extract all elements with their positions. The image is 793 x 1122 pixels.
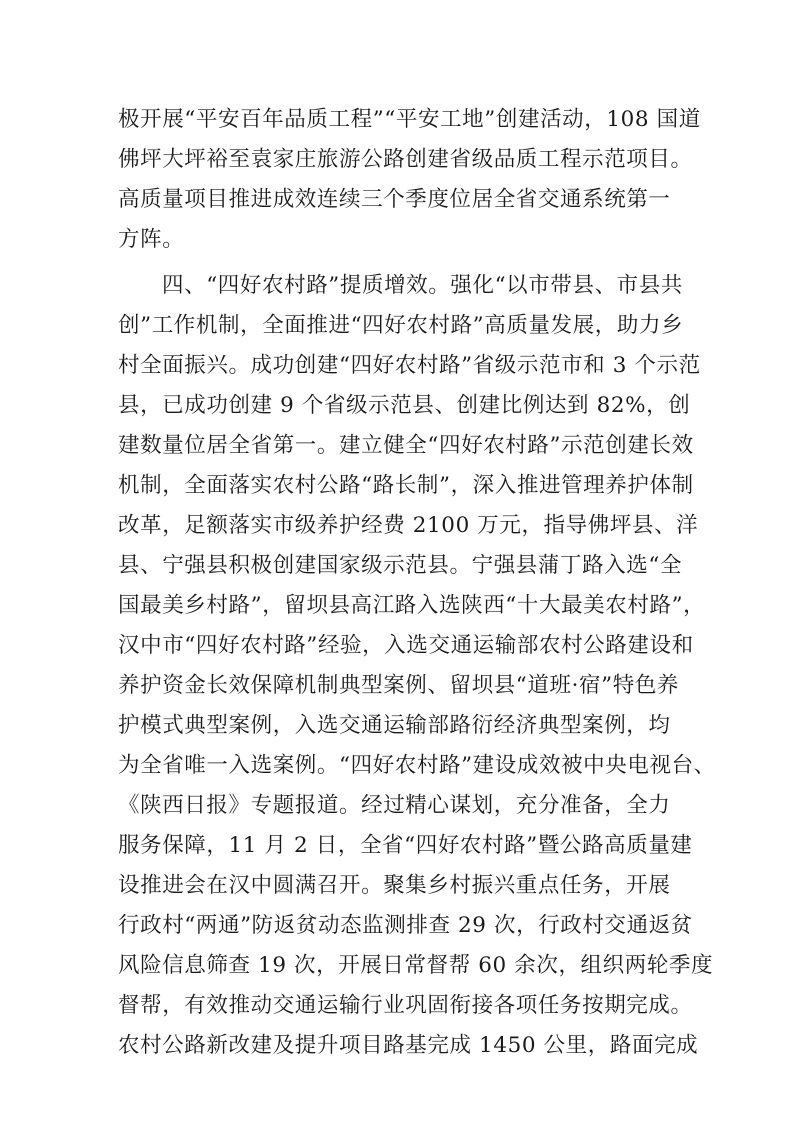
- text-line: 设推进会在汉中圆满召开。聚集乡村振兴重点任务，开展: [118, 873, 671, 898]
- text-line: 行政村“两通”防返贫动态监测排查 29 次，行政村交通返贫: [118, 913, 693, 938]
- text-line: 县、宁强县积极创建国家级示范县。宁强县蒲丁路入选“全: [118, 553, 683, 578]
- text-line: 汉中市“四好农村路”经验，入选交通运输部农村公路建设和: [118, 633, 694, 658]
- text-line: 高质量项目推进成效连续三个季度位居全省交通系统第一: [118, 187, 671, 212]
- text-line: 方阵。: [118, 227, 185, 252]
- text-line: 督帮，有效推动交通运输行业巩固衔接各项任务按期完成。: [118, 993, 693, 1018]
- text-line: 改革，足额落实市级养护经费 2100 万元，指导佛坪县、洋: [118, 513, 699, 538]
- text-line: 县，已成功创建 9 个省级示范县、创建比例达到 82%，创: [118, 393, 691, 418]
- section-heading-line: 四、“四好农村路”提质增效。强化“以市带县、市县共: [162, 273, 683, 298]
- text-line: 创”工作机制，全面推进“四好农村路”高质量发展，助力乡: [118, 313, 684, 338]
- text-line: 服务保障，11 月 2 日，全省“四好农村路”暨公路高质量建: [118, 833, 693, 858]
- text-line: 村全面振兴。成功创建“四好农村路”省级示范市和 3 个示范: [118, 353, 701, 378]
- text-line: 为全省唯一入选案例。“四好农村路”建设成效被中央电视台、: [118, 753, 716, 778]
- text-line: 《陕西日报》专题报道。经过精心谋划，充分准备，全力: [118, 793, 671, 818]
- text-line: 农村公路新改建及提升项目路基完成 1450 公里，路面完成: [118, 1033, 699, 1058]
- text-line: 极开展“平安百年品质工程”“平安工地”创建活动，108 国道: [118, 107, 701, 132]
- text-line: 护模式典型案例，入选交通运输部路衍经济典型案例，均: [118, 713, 671, 738]
- text-line: 国最美乡村路”，留坝县高江路入选陕西“十大最美农村路”，: [118, 593, 706, 618]
- text-line: 养护资金长效保障机制典型案例、留坝县“道班·宿”特色养: [118, 673, 680, 698]
- text-line: 建数量位居全省第一。建立健全“四好农村路”示范创建长效: [118, 433, 694, 458]
- text-line: 风险信息筛查 19 次，开展日常督帮 60 余次，组织两轮季度: [118, 953, 714, 978]
- text-line: 佛坪大坪裕至袁家庄旅游公路创建省级品质工程示范项目。: [118, 147, 693, 172]
- text-line: 机制，全面落实农村公路“路长制”，深入推进管理养护体制: [118, 473, 694, 498]
